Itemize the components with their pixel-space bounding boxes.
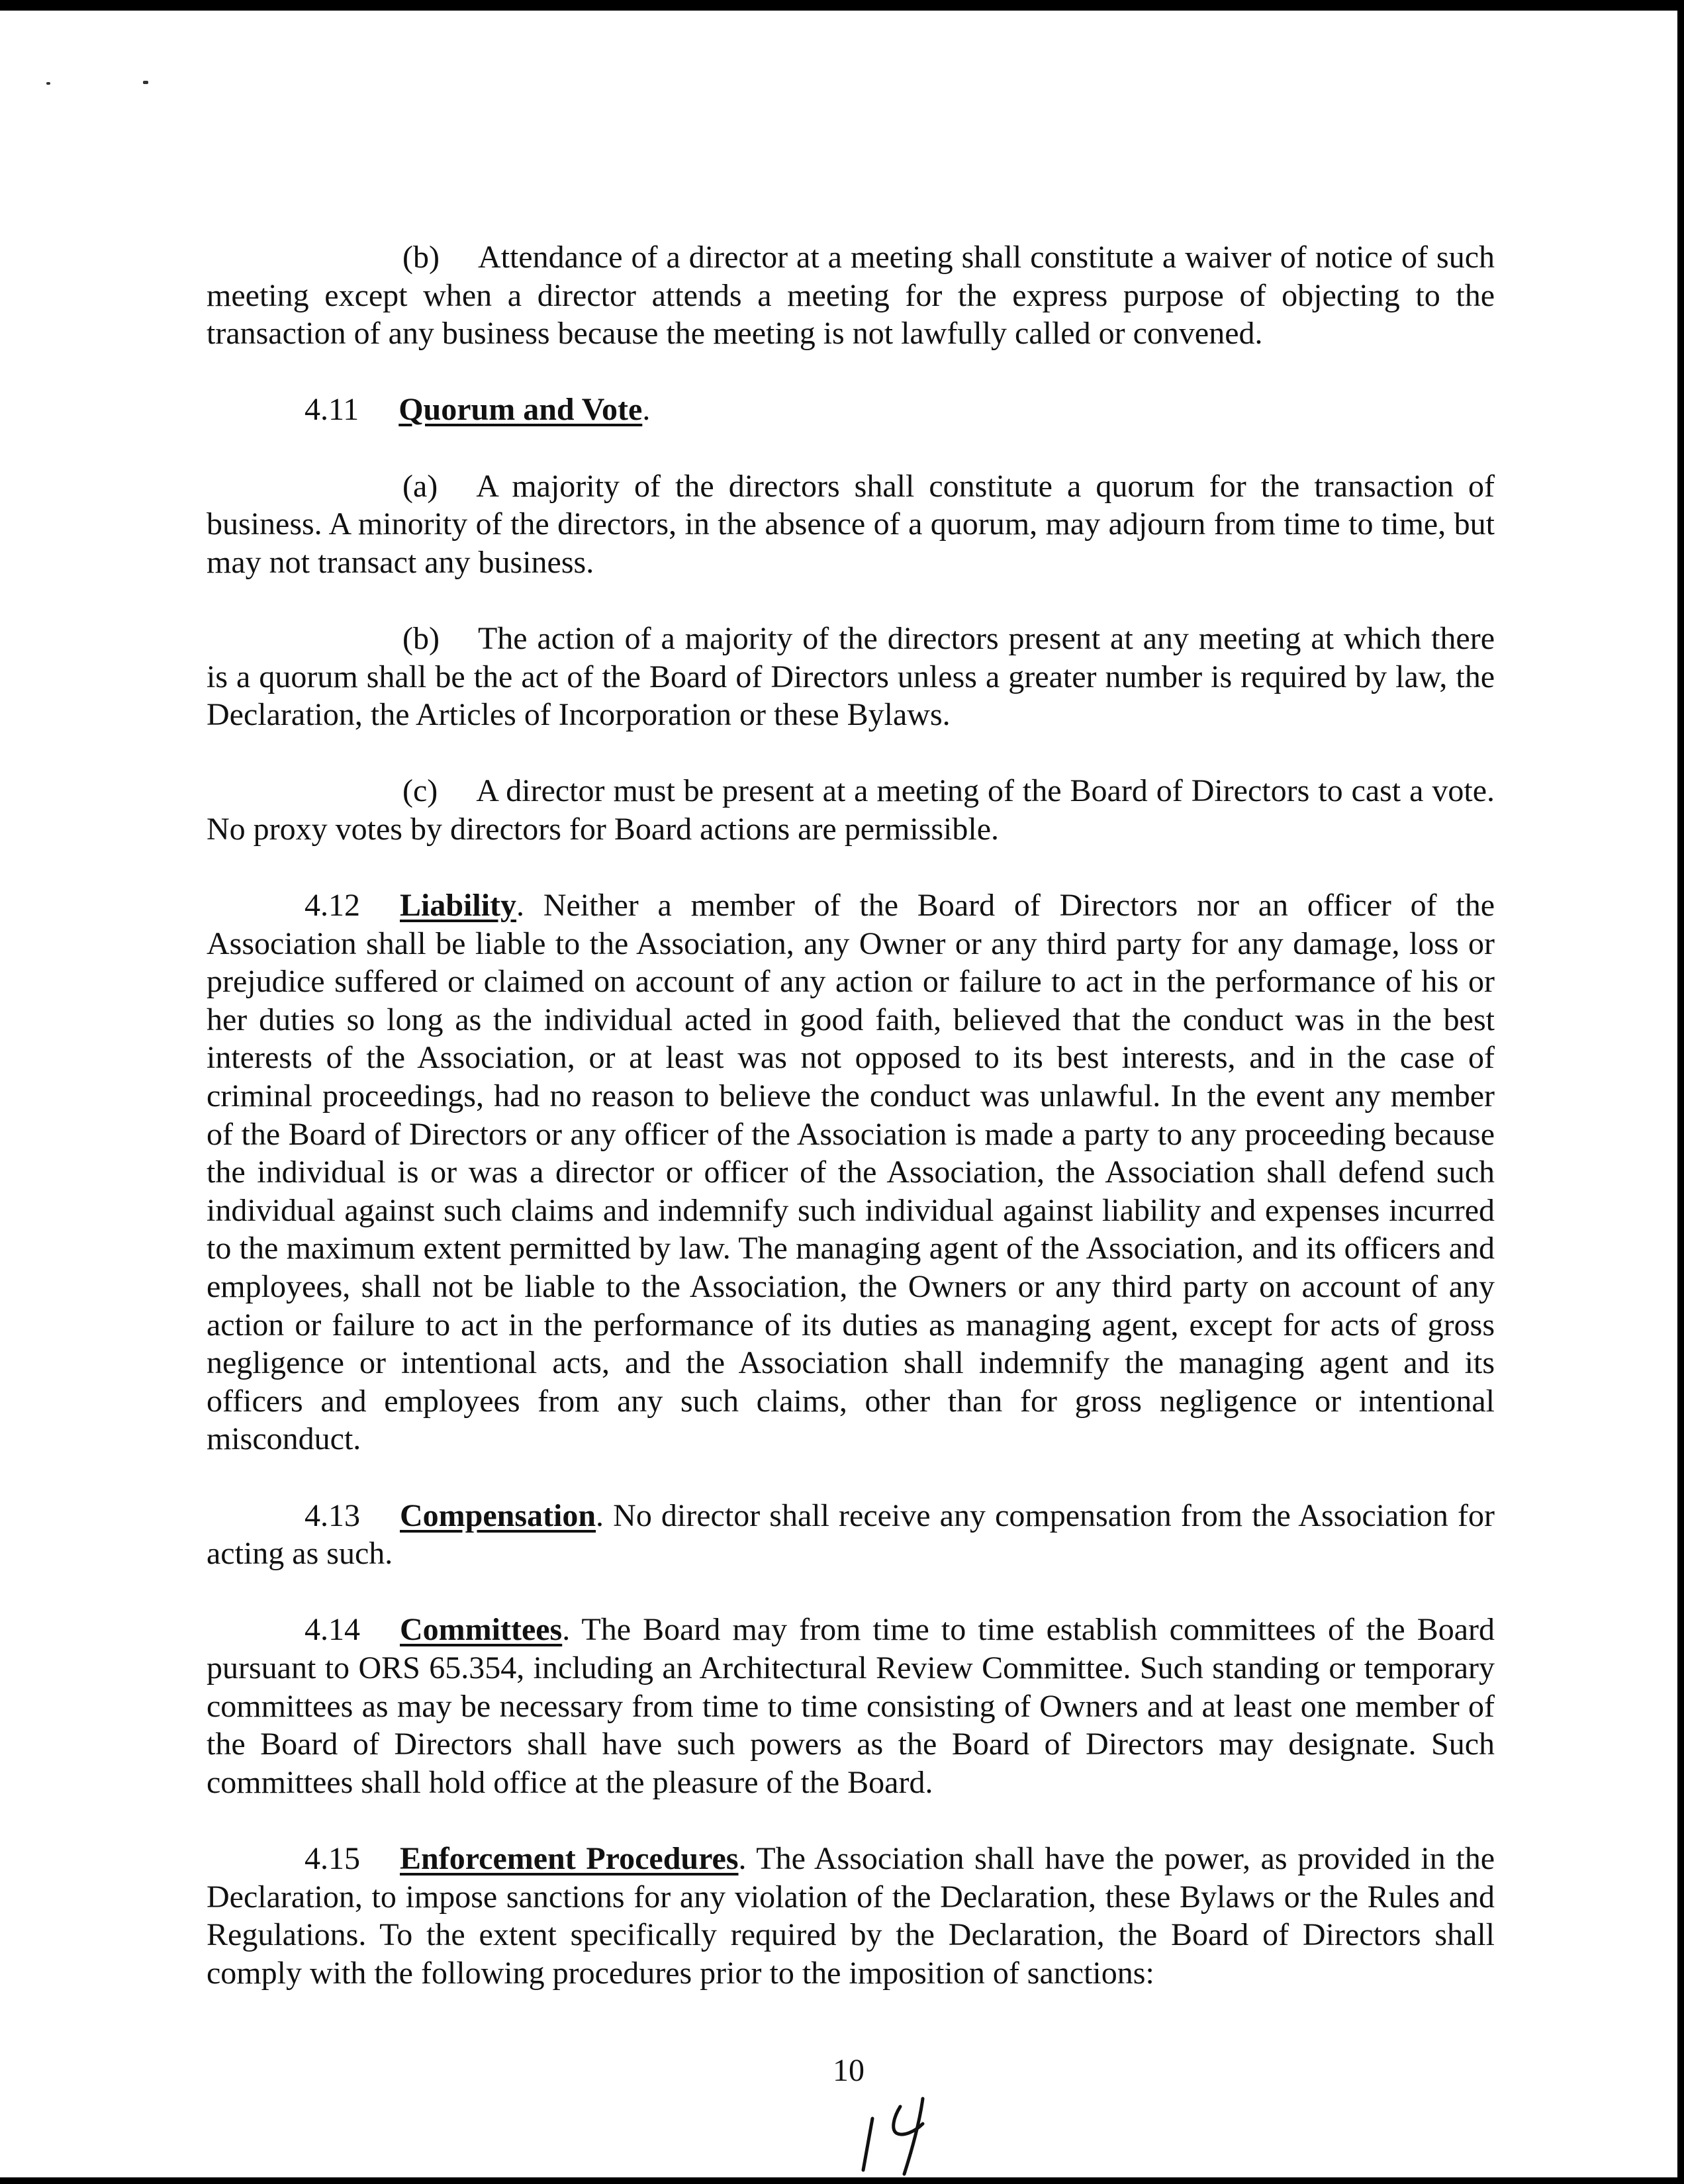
section-number: 4.12 — [304, 888, 360, 924]
paragraph-label: (a) — [402, 468, 438, 504]
section-4-14 — [207, 1611, 1495, 1801]
paragraph-text: A majority of the directors shall constitute a quorum for the transaction of business. A minority of the directors, in the absence of a quorum, may adjourn from time to time, but may not transact any business. — [207, 468, 1495, 580]
paragraph-label: (c) — [402, 773, 438, 809]
scan-border-top — [0, 0, 1684, 11]
scan-speck — [46, 82, 50, 85]
scan-border-right — [1677, 0, 1684, 2184]
section-4-15 — [207, 1840, 1495, 1992]
section-4-12 — [207, 886, 1495, 1458]
heading-punctuation: . — [642, 392, 651, 428]
scan-speck — [143, 81, 148, 84]
heading-punctuation: . — [516, 888, 525, 924]
document-body — [207, 238, 1495, 1992]
section-heading: Enforcement Procedures — [400, 1840, 739, 1876]
section-number: 4.15 — [304, 1840, 360, 1876]
section-text: The Association shall have the power, as provided in the Declaration, to impose sanctions for any violation of the Declaration, these Bylaws or the Rules and Regulations. To the extent specifically required by the Declaration, the Board of Directors shall comply with the following procedures prior to the imposition of sanctions: — [207, 1840, 1495, 1991]
section-number: 4.13 — [304, 1497, 360, 1533]
paragraph-4-10-b — [207, 238, 1495, 353]
paragraph-4-11-c — [207, 772, 1495, 848]
heading-punctuation: . — [596, 1497, 604, 1533]
section-number: 4.14 — [304, 1612, 360, 1648]
section-heading: Liability — [400, 888, 517, 924]
section-4-11-heading — [207, 391, 1495, 429]
section-4-13 — [207, 1497, 1495, 1573]
section-text: Neither a member of the Board of Directors nor an officer of the Association shall be liable to the Association, any Owner or any third party for any damage, loss or prejudice suffered or claimed on account of any action or failure to act in the performance of his or her duties so long as the individual acted in good faith, believed that the conduct was in the best interests of the Association, or at least was not opposed to its best interests, and in the case of criminal proceedings, had no reason to believe the conduct was unlawful. In the event any member of the Board of Directors or any officer of the Association is made a party to any proceeding because the individual is or was a director or officer of the Association, the Association shall defend such individual against such claims and indemnify such individual against liability and expenses incurred to the maximum extent permitted by law. The managing agent of the Association, and its officers and employees, shall not be liable to the Association, the Owners or any third party on account of any action or failure to act in the performance of its duties as managing agent, except for acts of gross negligence or intentional acts, and the Association shall indemnify the managing agent and its officers and employees from any such claims, other than for gross negligence or intentional misconduct. — [207, 888, 1495, 1457]
paragraph-label: (b) — [402, 240, 440, 275]
paragraph-4-11-a — [207, 467, 1495, 582]
paragraph-4-11-b — [207, 620, 1495, 734]
heading-punctuation: . — [738, 1840, 747, 1876]
paragraph-text: The action of a majority of the directors present at any meeting at which there is a quorum shall be the act of the Board of Directors unless a greater number is required by law, the Declaration, the Articles of Incorporation or these Bylaws. — [207, 620, 1495, 733]
heading-punctuation: . — [562, 1612, 571, 1648]
section-text: The Board may from time to time establish committees of the Board pursuant to ORS 65.354, including an Architectural Review Committee. Such standing or temporary committees as may be necessary from time to time consisting of Owners and at least one member of the Board of Directors shall have such powers as the Board of Directors may designate. Such committees shall hold office at the pleasure of the Board. — [207, 1612, 1495, 1800]
section-heading: Compensation — [400, 1497, 596, 1533]
handwritten-page-mark — [854, 2092, 947, 2178]
paragraph-text: A director must be present at a meeting of the Board of Directors to cast a vote. No proxy votes by directors for Board actions are permissible. — [207, 773, 1495, 847]
section-text: No director shall receive any compensation from the Association for acting as such. — [207, 1497, 1495, 1572]
paragraph-label: (b) — [402, 620, 440, 656]
section-heading: Quorum and Vote — [398, 392, 643, 428]
section-heading: Committees — [400, 1612, 563, 1648]
section-number: 4.11 — [304, 392, 359, 428]
scan-border-bottom — [0, 2177, 1684, 2184]
page-number: 10 — [833, 2053, 865, 2088]
paragraph-text: Attendance of a director at a meeting shall constitute a waiver of notice of such meeting except when a director attends a meeting for the express purpose of objecting to the transaction of any business because the meeting is not lawfully called or convened. — [207, 240, 1495, 352]
